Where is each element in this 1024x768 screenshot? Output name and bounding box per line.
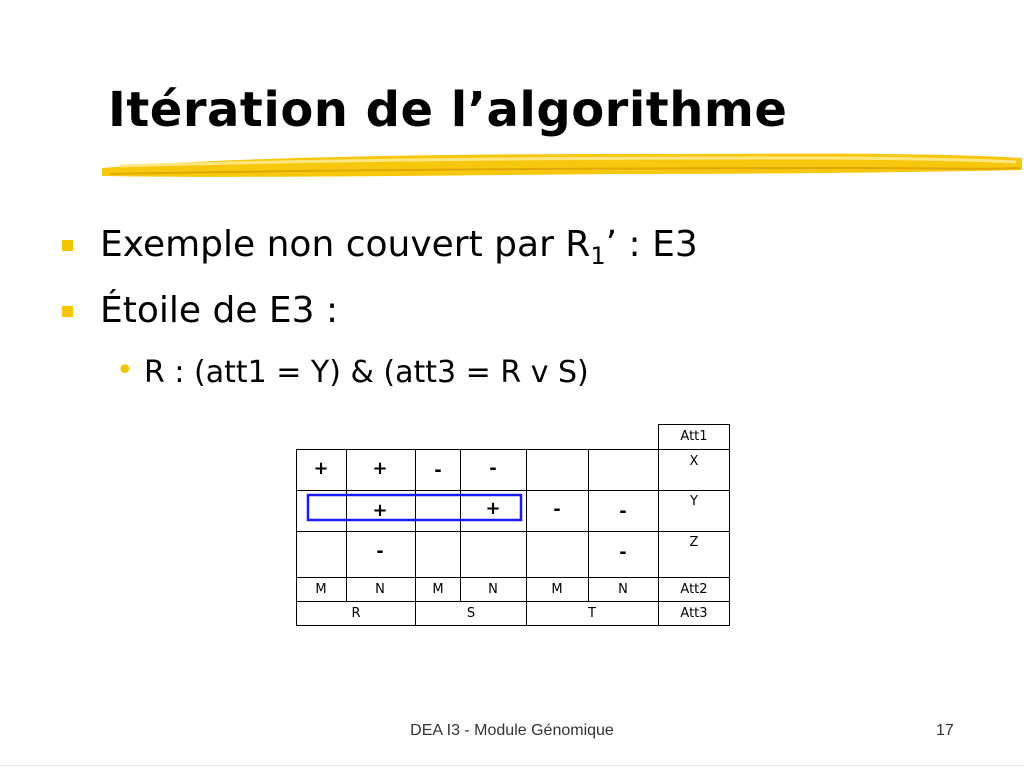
att2-value-2: N xyxy=(375,582,385,597)
att3-value-t: T xyxy=(588,606,596,621)
bottom-divider xyxy=(0,765,1024,766)
att2-label: Att2 xyxy=(680,582,708,597)
page-number: 17 xyxy=(936,722,954,739)
att3-label: Att3 xyxy=(680,606,708,621)
cell-r2-c4: + xyxy=(485,498,501,519)
att2-value-6: N xyxy=(618,582,628,597)
square-bullet-icon xyxy=(62,306,73,317)
sub-bullet-text: R : (att1 = Y) & (att3 = R v S) xyxy=(144,355,589,390)
cell-r2-c6: - xyxy=(619,501,627,522)
cell-r1-c3: - xyxy=(434,460,442,481)
row-label-x: X xyxy=(689,454,699,469)
cell-r3-c2: - xyxy=(376,541,384,562)
round-bullet-icon: • xyxy=(116,353,134,388)
square-bullet-icon xyxy=(62,240,73,251)
row-label-z: Z xyxy=(689,535,699,550)
slide-title: Itération de l’algorithme xyxy=(108,82,788,138)
bullet-2-text: Étoile de E3 : xyxy=(100,290,339,331)
att2-value-5: M xyxy=(551,582,563,597)
att3-value-s: S xyxy=(466,606,476,621)
att1-header: Att1 xyxy=(680,429,708,444)
title-underline-stroke xyxy=(100,148,1024,184)
footer-text: DEA I3 - Module Génomique xyxy=(410,722,614,739)
row-label-y: Y xyxy=(690,494,698,509)
att2-value-3: M xyxy=(432,582,444,597)
attribute-table xyxy=(296,424,730,626)
bullet-1-text: Exemple non couvert par $R_1$’ : E3 xyxy=(100,224,698,270)
cell-r3-c6: - xyxy=(619,542,627,563)
cell-r1-c4: - xyxy=(489,458,497,479)
cell-r2-c5: - xyxy=(553,499,561,520)
cell-r1-c1: + xyxy=(313,458,329,479)
att2-value-4: N xyxy=(488,582,498,597)
att2-value-1: M xyxy=(315,582,327,597)
att3-value-r: R xyxy=(351,606,361,621)
cell-r1-c2: + xyxy=(372,458,388,479)
cell-r2-c2: + xyxy=(372,500,388,521)
